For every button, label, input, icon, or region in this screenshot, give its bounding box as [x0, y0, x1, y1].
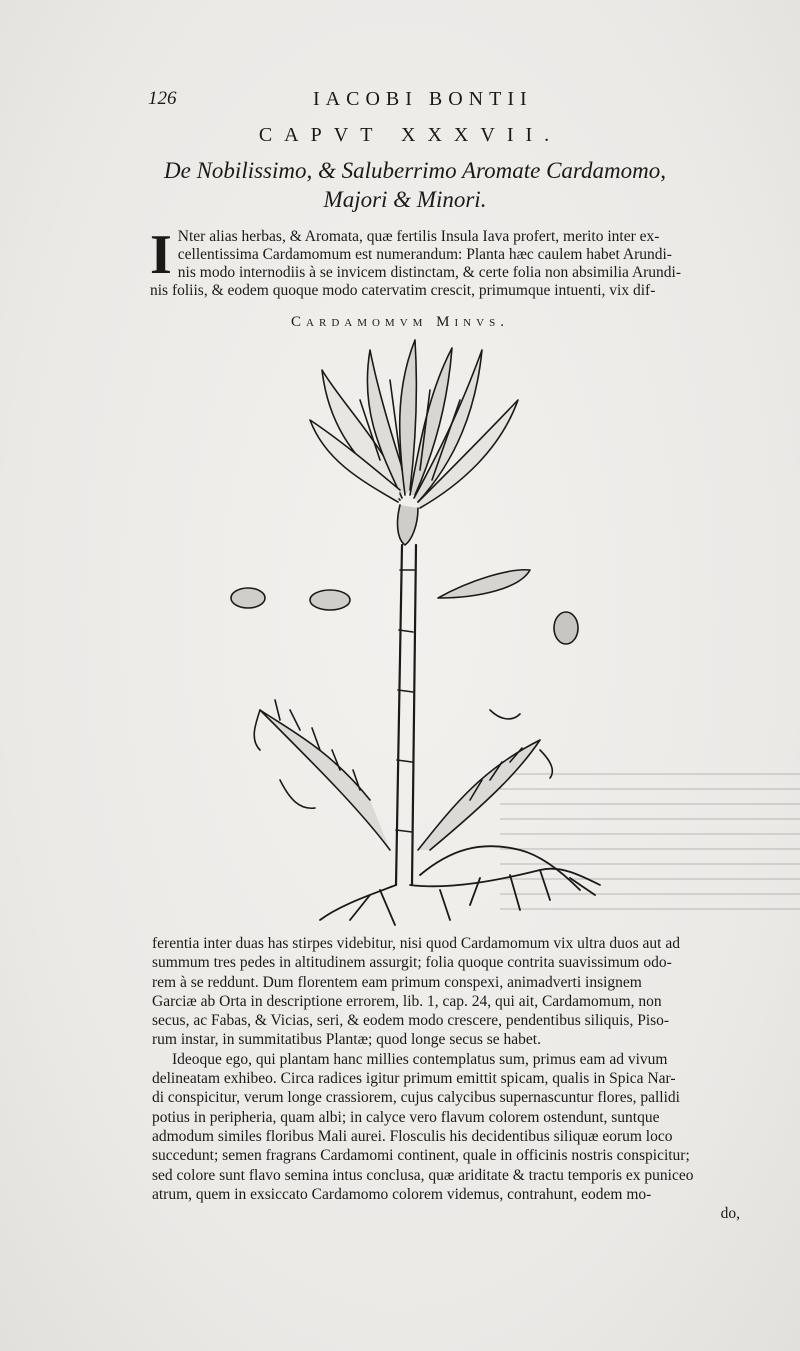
text-line: succedunt; semen fragrans Cardamomi continent, quale in officinis nostris conspicitur; — [152, 1147, 690, 1165]
left-flower-spike — [254, 700, 390, 850]
text-line: Ideoque ego, qui plantam hanc millies contemplatus sum, primus eam ad vivum — [172, 1050, 668, 1068]
catchword: do, — [720, 1205, 740, 1223]
seed-pod — [310, 590, 350, 610]
figure-caption: Cardamomvm Minvs. — [291, 314, 509, 330]
text-line: potius in peripheria, quam albi; in calyce vero flavum colorem ostendunt, suntque — [152, 1108, 660, 1126]
intro-line: cellentissima Cardamomum est numerandum: Planta hæc caulem habet Arundi- — [177, 246, 672, 263]
cardamom-plant-woodcut — [220, 330, 640, 930]
chapter-label: CAPVT XXXVII. — [258, 124, 562, 146]
intro-paragraph — [150, 224, 738, 300]
stem — [396, 545, 416, 885]
text-line: atrum, quem in exsiccato Cardamomo colorem videmus, contrahunt, eodem mo- — [152, 1185, 652, 1203]
text-line: summum tres pedes in altitudinem assurgit; folia quoque contrita suavissimum odo- — [152, 954, 672, 972]
text-line: ferentia inter duas has stirpes videbitur, nisi quod Cardamomum vix ultra duos aut ad — [152, 935, 680, 952]
flower-head — [310, 340, 518, 545]
text-line: sed colore sunt flavo semina intus conclusa, quæ ariditate & tractu temporis ex puniceo — [152, 1166, 694, 1184]
body-text — [152, 934, 740, 1223]
drop-capital: I — [150, 224, 172, 286]
right-flower-spike — [418, 710, 552, 850]
text-line: rem à se reddunt. Dum florentem eam primum conspexi, animadverti insignem — [152, 973, 642, 991]
running-title: IACOBI BONTII — [313, 88, 533, 110]
page-number: 126 — [148, 88, 177, 109]
chapter-title-line-2: Majori & Minori. — [323, 187, 487, 212]
text-line: admodum similes floribus Mali aurei. Flosculis his decidentibus siliquæ eorum loco — [152, 1127, 673, 1145]
chapter-title-line-1: De Nobilissimo, & Saluberrimo Aromate Cardamomo, — [164, 158, 666, 183]
seed-pod — [231, 588, 265, 608]
text-line: di conspicitur, verum longe crassiorem, cujus calycibus supernascuntur flores, pallidi — [152, 1089, 680, 1107]
seed-pod — [438, 570, 530, 598]
text-line: secus, ac Fabas, & Vicias, seri, & eodem modo crescere, pendentibus siliquis, Piso- — [152, 1012, 670, 1030]
intro-line: Nter alias herbas, & Aromata, quæ fertilis Insula Iava profert, merito inter ex- — [177, 228, 660, 245]
text-line: rum instar, in summitatibus Plantæ; quod longe secus se habet. — [152, 1031, 541, 1049]
seed-pod — [554, 612, 578, 644]
intro-line: nis modo internodiis à se invicem distinctam, & certe folia non absimilia Arundi- — [177, 264, 682, 281]
text-line: delineatam exhibeo. Circa radices igitur primum emittit spicam, qualis in Spica Nar- — [152, 1070, 676, 1088]
roots — [320, 846, 600, 925]
running-head — [148, 88, 748, 116]
intro-line: nis foliis, & eodem quoque modo catervatim crescit, primumque intuenti, vix dif- — [150, 282, 656, 299]
text-line: Garciæ ab Orta in descriptione errorem, lib. 1, cap. 24, qui ait, Cardamomum, non — [152, 992, 662, 1010]
